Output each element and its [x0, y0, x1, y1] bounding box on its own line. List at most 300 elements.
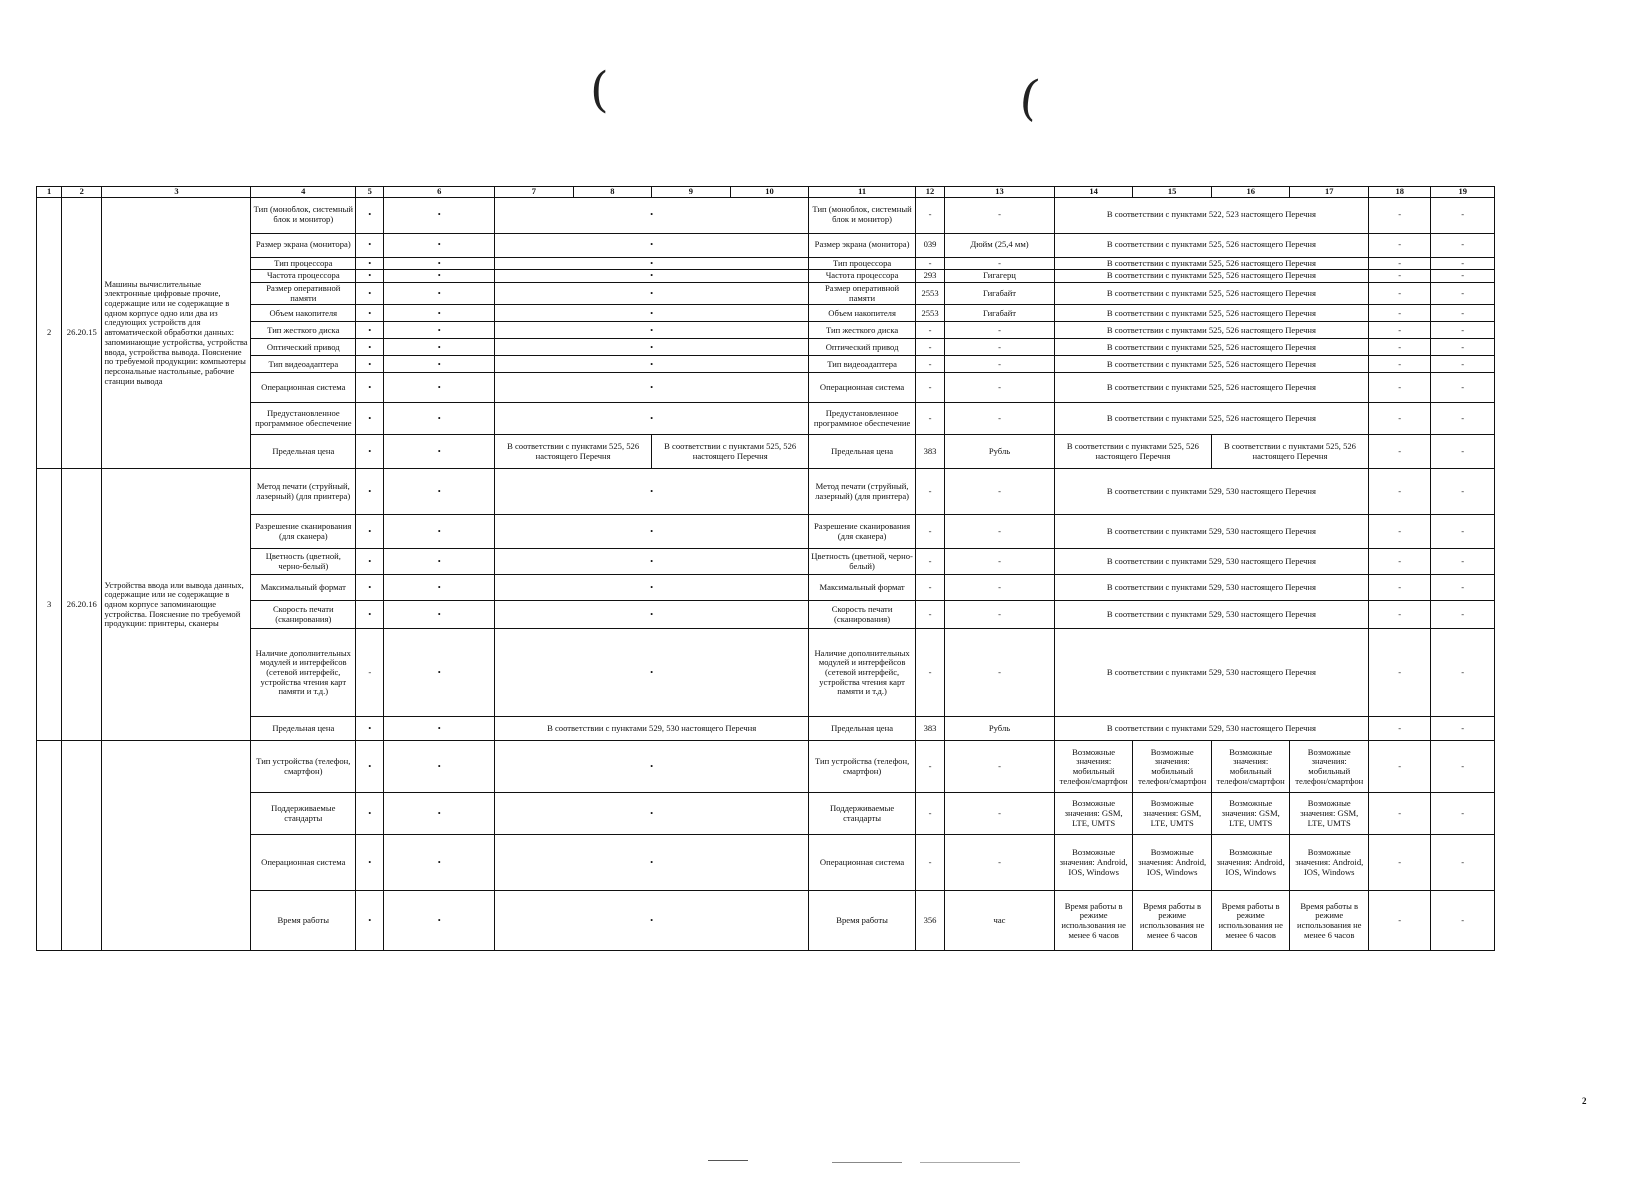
- table-row: [37, 403, 1495, 435]
- dash-cell: -: [1369, 270, 1431, 283]
- characteristic-name: Оптический привод: [809, 339, 916, 356]
- characteristic-name: Предустановленное программное обеспечение: [809, 403, 916, 435]
- mark-cell: •: [356, 305, 384, 322]
- possible-value: Возможные значения: Android, IOS, Windows: [1211, 835, 1290, 891]
- mark-cell: •: [356, 270, 384, 283]
- requirement-value: •: [495, 233, 809, 257]
- requirement-value: •: [495, 356, 809, 373]
- okei-code: -: [915, 373, 944, 403]
- dash-cell: -: [1369, 741, 1431, 793]
- mark-cell: •: [384, 835, 495, 891]
- okei-code: -: [915, 835, 944, 891]
- dash-cell: -: [1431, 835, 1495, 891]
- unit-name: -: [945, 549, 1055, 575]
- dash-cell: -: [1431, 283, 1495, 305]
- requirement-value: •: [495, 469, 809, 515]
- requirement-value: •: [495, 283, 809, 305]
- characteristic-name: Операционная система: [251, 373, 356, 403]
- dash-cell: -: [1431, 741, 1495, 793]
- requirement-value: В соответствии с пунктами 525, 526 настоящего Перечня: [495, 435, 652, 469]
- okei-code: -: [915, 469, 944, 515]
- okpd-code: 26.20.16: [62, 469, 102, 741]
- requirement-value: •: [495, 257, 809, 270]
- mark-cell: •: [356, 891, 384, 951]
- dash-cell: -: [1369, 435, 1431, 469]
- mark-cell: •: [356, 435, 384, 469]
- mark-cell: •: [384, 435, 495, 469]
- characteristic-name: Максимальный формат: [251, 575, 356, 601]
- requirement-value: В соответствии с пунктами 525, 526 настоящего Перечня: [1054, 305, 1368, 322]
- mark-cell: •: [384, 197, 495, 233]
- okei-code: -: [915, 257, 944, 270]
- characteristic-name: Размер экрана (монитора): [251, 233, 356, 257]
- product-name: Машины вычислительные электронные цифровые прочие, содержащие или не содержащие в одном корпусе одно или два из следующих устройств для автоматической обработки данных: запоминающие устройства, устройства ввода, устройства вывода. Пояснение по требуемой продукции: компьютеры персональные настольные, рабочие станции вывода: [102, 197, 251, 469]
- dash-cell: -: [1369, 283, 1431, 305]
- characteristic-name: Операционная система: [251, 835, 356, 891]
- dash-cell: -: [1369, 717, 1431, 741]
- requirement-value: В соответствии с пунктами 525, 526 настоящего Перечня: [652, 435, 809, 469]
- possible-value: Время работы в режиме использования не менее 6 часов: [1290, 891, 1369, 951]
- table-row: [37, 601, 1495, 629]
- scan-artifact: [832, 1162, 902, 1163]
- possible-value: Время работы в режиме использования не менее 6 часов: [1054, 891, 1133, 951]
- okei-code: -: [915, 515, 944, 549]
- dash-cell: -: [1369, 891, 1431, 951]
- unit-name: Дюйм (25,4 мм): [945, 233, 1055, 257]
- okei-code: 293: [915, 270, 944, 283]
- table-row: [37, 322, 1495, 339]
- okei-code: -: [915, 601, 944, 629]
- requirement-value: •: [495, 270, 809, 283]
- mark-cell: •: [356, 257, 384, 270]
- unit-name: Рубль: [945, 717, 1055, 741]
- characteristic-name: Размер экрана (монитора): [809, 233, 916, 257]
- characteristic-name: Скорость печати (сканирования): [809, 601, 916, 629]
- requirement-value: В соответствии с пунктами 529, 530 настоящего Перечня: [1054, 515, 1368, 549]
- column-number-15: 15: [1133, 187, 1212, 198]
- okei-code: -: [915, 629, 944, 717]
- possible-value: Возможные значения: GSM, LTE, UMTS: [1290, 793, 1369, 835]
- mark-cell: •: [384, 322, 495, 339]
- dash-cell: -: [1431, 257, 1495, 270]
- possible-value: Возможные значения: GSM, LTE, UMTS: [1054, 793, 1133, 835]
- scan-artifact: [920, 1162, 1020, 1163]
- characteristic-name: Частота процессора: [809, 270, 916, 283]
- unit-name: -: [945, 356, 1055, 373]
- characteristic-name: Тип (моноблок, системный блок и монитор): [251, 197, 356, 233]
- dash-cell: -: [1431, 891, 1495, 951]
- possible-value: Возможные значения: GSM, LTE, UMTS: [1211, 793, 1290, 835]
- characteristic-name: Предельная цена: [809, 717, 916, 741]
- mark-cell: •: [384, 257, 495, 270]
- unit-name: -: [945, 629, 1055, 717]
- characteristic-name: Тип устройства (телефон, смартфон): [251, 741, 356, 793]
- characteristic-name: Предельная цена: [251, 717, 356, 741]
- mark-cell: -: [356, 629, 384, 717]
- column-number-3: 3: [102, 187, 251, 198]
- dash-cell: -: [1431, 793, 1495, 835]
- column-number-1: 1: [37, 187, 62, 198]
- page-number: 2: [1582, 1096, 1587, 1106]
- column-number-12: 12: [915, 187, 944, 198]
- unit-name: -: [945, 403, 1055, 435]
- unit-name: -: [945, 575, 1055, 601]
- requirement-value: В соответствии с пунктами 525, 526 настоящего Перечня: [1054, 322, 1368, 339]
- column-number-19: 19: [1431, 187, 1495, 198]
- requirement-value: •: [495, 601, 809, 629]
- okpd-code: [62, 741, 102, 951]
- okei-code: -: [915, 403, 944, 435]
- characteristic-name: Тип процессора: [809, 257, 916, 270]
- dash-cell: -: [1431, 197, 1495, 233]
- dash-cell: -: [1431, 435, 1495, 469]
- dash-cell: -: [1431, 356, 1495, 373]
- requirement-value: •: [495, 373, 809, 403]
- characteristic-name: Скорость печати (сканирования): [251, 601, 356, 629]
- possible-value: Возможные значения: мобильный телефон/смартфон: [1054, 741, 1133, 793]
- table-row: [37, 283, 1495, 305]
- dash-cell: -: [1431, 373, 1495, 403]
- okei-code: 383: [915, 435, 944, 469]
- table-row: [37, 741, 1495, 793]
- column-number-11: 11: [809, 187, 916, 198]
- possible-value: Возможные значения: Android, IOS, Windows: [1290, 835, 1369, 891]
- okei-code: -: [915, 356, 944, 373]
- possible-value: Время работы в режиме использования не менее 6 часов: [1211, 891, 1290, 951]
- dash-cell: -: [1431, 322, 1495, 339]
- table-row: [37, 270, 1495, 283]
- table-row: [37, 549, 1495, 575]
- unit-name: -: [945, 373, 1055, 403]
- okei-code: 356: [915, 891, 944, 951]
- column-number-6: 6: [384, 187, 495, 198]
- characteristic-name: Тип видеоадаптера: [809, 356, 916, 373]
- requirements-table: [36, 186, 1495, 951]
- table-row: [37, 717, 1495, 741]
- column-number-7: 7: [495, 187, 574, 198]
- mark-cell: •: [384, 305, 495, 322]
- column-number-4: 4: [251, 187, 356, 198]
- requirement-value: В соответствии с пунктами 525, 526 настоящего Перечня: [1211, 435, 1368, 469]
- dash-cell: -: [1431, 403, 1495, 435]
- dash-cell: -: [1369, 575, 1431, 601]
- product-name: Устройства ввода или вывода данных, содержащие или не содержащие в одном корпусе запоминающие устройства. Пояснение по требуемой продукции: принтеры, сканеры: [102, 469, 251, 741]
- possible-value: Время работы в режиме использования не менее 6 часов: [1133, 891, 1212, 951]
- possible-value: Возможные значения: мобильный телефон/смартфон: [1211, 741, 1290, 793]
- characteristic-name: Разрешение сканирования (для сканера): [809, 515, 916, 549]
- unit-name: -: [945, 741, 1055, 793]
- characteristic-name: Наличие дополнительных модулей и интерфейсов (сетевой интерфейс, устройства чтения карт памяти и т.д.): [809, 629, 916, 717]
- dash-cell: -: [1369, 469, 1431, 515]
- dash-cell: -: [1369, 233, 1431, 257]
- okei-code: -: [915, 339, 944, 356]
- dash-cell: -: [1369, 339, 1431, 356]
- characteristic-name: Операционная система: [809, 835, 916, 891]
- characteristic-name: Цветность (цветной, черно-белый): [251, 549, 356, 575]
- requirement-value: •: [495, 305, 809, 322]
- dash-cell: -: [1431, 601, 1495, 629]
- mark-cell: •: [356, 601, 384, 629]
- requirement-value: В соответствии с пунктами 525, 526 настоящего Перечня: [1054, 403, 1368, 435]
- mark-cell: •: [384, 270, 495, 283]
- dash-cell: -: [1369, 793, 1431, 835]
- dash-cell: -: [1369, 257, 1431, 270]
- unit-name: -: [945, 469, 1055, 515]
- characteristic-name: Предельная цена: [251, 435, 356, 469]
- characteristic-name: Предустановленное программное обеспечение: [251, 403, 356, 435]
- unit-name: -: [945, 257, 1055, 270]
- mark-cell: •: [356, 575, 384, 601]
- okei-code: -: [915, 741, 944, 793]
- possible-value: Возможные значения: Android, IOS, Windows: [1054, 835, 1133, 891]
- requirement-value: •: [495, 891, 809, 951]
- row-number: [37, 741, 62, 951]
- requirement-value: В соответствии с пунктами 529, 530 настоящего Перечня: [1054, 601, 1368, 629]
- mark-cell: •: [356, 515, 384, 549]
- scan-artifact: [708, 1160, 748, 1161]
- mark-cell: •: [356, 835, 384, 891]
- characteristic-name: Время работы: [809, 891, 916, 951]
- dash-cell: -: [1369, 835, 1431, 891]
- table-row: [37, 339, 1495, 356]
- dash-cell: -: [1369, 197, 1431, 233]
- requirement-value: В соответствии с пунктами 525, 526 настоящего Перечня: [1054, 373, 1368, 403]
- requirement-value: •: [495, 793, 809, 835]
- characteristic-name: Наличие дополнительных модулей и интерфейсов (сетевой интерфейс, устройства чтения карт памяти и т.д.): [251, 629, 356, 717]
- characteristic-name: Объем накопителя: [809, 305, 916, 322]
- requirement-value: В соответствии с пунктами 525, 526 настоящего Перечня: [1054, 257, 1368, 270]
- unit-name: -: [945, 197, 1055, 233]
- table-row: [37, 793, 1495, 835]
- unit-name: Рубль: [945, 435, 1055, 469]
- okei-code: -: [915, 549, 944, 575]
- dash-cell: -: [1369, 305, 1431, 322]
- requirement-value: •: [495, 339, 809, 356]
- unit-name: -: [945, 322, 1055, 339]
- dash-cell: -: [1369, 629, 1431, 717]
- characteristic-name: Максимальный формат: [809, 575, 916, 601]
- characteristic-name: Предельная цена: [809, 435, 916, 469]
- column-number-2: 2: [62, 187, 102, 198]
- possible-value: Возможные значения: мобильный телефон/смартфон: [1133, 741, 1212, 793]
- okei-code: -: [915, 322, 944, 339]
- column-number-row: [37, 187, 1495, 198]
- table-row: [37, 233, 1495, 257]
- requirement-value: В соответствии с пунктами 529, 530 настоящего Перечня: [1054, 717, 1368, 741]
- requirement-value: В соответствии с пунктами 522, 523 настоящего Перечня: [1054, 197, 1368, 233]
- mark-cell: •: [356, 741, 384, 793]
- mark-cell: •: [356, 403, 384, 435]
- unit-name: -: [945, 515, 1055, 549]
- requirement-value: •: [495, 575, 809, 601]
- mark-cell: •: [384, 515, 495, 549]
- bracket-mark-left: (: [590, 62, 609, 118]
- mark-cell: •: [384, 575, 495, 601]
- dash-cell: -: [1431, 270, 1495, 283]
- table-row: [37, 305, 1495, 322]
- requirement-value: В соответствии с пунктами 525, 526 настоящего Перечня: [1054, 339, 1368, 356]
- table-row: [37, 197, 1495, 233]
- mark-cell: •: [356, 339, 384, 356]
- characteristic-name: Разрешение сканирования (для сканера): [251, 515, 356, 549]
- requirement-value: В соответствии с пунктами 525, 526 настоящего Перечня: [1054, 435, 1211, 469]
- requirement-value: В соответствии с пунктами 529, 530 настоящего Перечня: [1054, 629, 1368, 717]
- mark-cell: •: [384, 741, 495, 793]
- characteristic-name: Метод печати (струйный, лазерный) (для принтера): [809, 469, 916, 515]
- dash-cell: -: [1369, 356, 1431, 373]
- mark-cell: •: [356, 356, 384, 373]
- characteristic-name: Метод печати (струйный, лазерный) (для принтера): [251, 469, 356, 515]
- mark-cell: •: [384, 549, 495, 575]
- mark-cell: •: [384, 373, 495, 403]
- characteristic-name: Тип устройства (телефон, смартфон): [809, 741, 916, 793]
- dash-cell: -: [1369, 601, 1431, 629]
- mark-cell: •: [384, 717, 495, 741]
- table-row: [37, 575, 1495, 601]
- mark-cell: •: [384, 403, 495, 435]
- column-number-13: 13: [945, 187, 1055, 198]
- column-number-14: 14: [1054, 187, 1133, 198]
- requirement-value: •: [495, 549, 809, 575]
- requirement-value: В соответствии с пунктами 529, 530 настоящего Перечня: [1054, 575, 1368, 601]
- mark-cell: •: [384, 233, 495, 257]
- unit-name: -: [945, 601, 1055, 629]
- okpd-code: 26.20.15: [62, 197, 102, 469]
- dash-cell: -: [1369, 403, 1431, 435]
- dash-cell: -: [1369, 373, 1431, 403]
- characteristic-name: Время работы: [251, 891, 356, 951]
- row-number: 3: [37, 469, 62, 741]
- requirement-value: •: [495, 741, 809, 793]
- dash-cell: -: [1369, 322, 1431, 339]
- okei-code: 383: [915, 717, 944, 741]
- mark-cell: •: [356, 549, 384, 575]
- characteristic-name: Тип жесткого диска: [251, 322, 356, 339]
- characteristic-name: Цветность (цветной, черно-белый): [809, 549, 916, 575]
- column-number-8: 8: [573, 187, 652, 198]
- okei-code: 2553: [915, 283, 944, 305]
- unit-name: -: [945, 339, 1055, 356]
- column-number-5: 5: [356, 187, 384, 198]
- column-number-10: 10: [730, 187, 809, 198]
- product-name: [102, 741, 251, 951]
- dash-cell: -: [1431, 339, 1495, 356]
- mark-cell: •: [356, 373, 384, 403]
- characteristic-name: Тип видеоадаптера: [251, 356, 356, 373]
- dash-cell: -: [1369, 549, 1431, 575]
- unit-name: Гигагерц: [945, 270, 1055, 283]
- characteristic-name: Поддерживаемые стандарты: [251, 793, 356, 835]
- column-number-18: 18: [1369, 187, 1431, 198]
- requirement-value: В соответствии с пунктами 525, 526 настоящего Перечня: [1054, 233, 1368, 257]
- dash-cell: -: [1431, 717, 1495, 741]
- mark-cell: •: [384, 469, 495, 515]
- dash-cell: -: [1431, 515, 1495, 549]
- okei-code: -: [915, 197, 944, 233]
- okei-code: 2553: [915, 305, 944, 322]
- okei-code: -: [915, 793, 944, 835]
- bracket-mark-right: (: [1016, 68, 1043, 128]
- table-row: [37, 469, 1495, 515]
- unit-name: Гигабайт: [945, 283, 1055, 305]
- requirement-value: В соответствии с пунктами 525, 526 настоящего Перечня: [1054, 270, 1368, 283]
- requirement-value: В соответствии с пунктами 525, 526 настоящего Перечня: [1054, 356, 1368, 373]
- table-row: [37, 356, 1495, 373]
- characteristic-name: Размер оперативной памяти: [251, 283, 356, 305]
- requirement-value: •: [495, 629, 809, 717]
- table-row: [37, 629, 1495, 717]
- unit-name: Гигабайт: [945, 305, 1055, 322]
- okei-code: 039: [915, 233, 944, 257]
- mark-cell: •: [356, 233, 384, 257]
- table-row: [37, 515, 1495, 549]
- requirement-value: •: [495, 835, 809, 891]
- characteristic-name: Частота процессора: [251, 270, 356, 283]
- possible-value: Возможные значения: Android, IOS, Windows: [1133, 835, 1212, 891]
- mark-cell: •: [384, 283, 495, 305]
- characteristic-name: Тип (моноблок, системный блок и монитор): [809, 197, 916, 233]
- dash-cell: -: [1431, 233, 1495, 257]
- characteristic-name: Тип процессора: [251, 257, 356, 270]
- mark-cell: •: [356, 283, 384, 305]
- dash-cell: -: [1431, 549, 1495, 575]
- okei-code: -: [915, 575, 944, 601]
- mark-cell: •: [384, 793, 495, 835]
- characteristic-name: Размер оперативной памяти: [809, 283, 916, 305]
- characteristic-name: Операционная система: [809, 373, 916, 403]
- requirement-value: •: [495, 197, 809, 233]
- column-number-17: 17: [1290, 187, 1369, 198]
- requirement-value: •: [495, 515, 809, 549]
- mark-cell: •: [384, 356, 495, 373]
- unit-name: -: [945, 793, 1055, 835]
- requirement-value: В соответствии с пунктами 525, 526 настоящего Перечня: [1054, 283, 1368, 305]
- requirement-value: •: [495, 322, 809, 339]
- table-row: [37, 257, 1495, 270]
- characteristic-name: Поддерживаемые стандарты: [809, 793, 916, 835]
- characteristic-name: Оптический привод: [251, 339, 356, 356]
- dash-cell: -: [1431, 469, 1495, 515]
- unit-name: -: [945, 835, 1055, 891]
- mark-cell: •: [356, 197, 384, 233]
- possible-value: Возможные значения: мобильный телефон/смартфон: [1290, 741, 1369, 793]
- mark-cell: •: [356, 469, 384, 515]
- requirement-value: •: [495, 403, 809, 435]
- table-row: [37, 373, 1495, 403]
- mark-cell: •: [356, 793, 384, 835]
- characteristic-name: Объем накопителя: [251, 305, 356, 322]
- characteristic-name: Тип жесткого диска: [809, 322, 916, 339]
- dash-cell: -: [1369, 515, 1431, 549]
- table-row: [37, 891, 1495, 951]
- dash-cell: -: [1431, 629, 1495, 717]
- mark-cell: •: [384, 629, 495, 717]
- requirement-value: В соответствии с пунктами 529, 530 настоящего Перечня: [1054, 469, 1368, 515]
- column-number-9: 9: [652, 187, 731, 198]
- possible-value: Возможные значения: GSM, LTE, UMTS: [1133, 793, 1212, 835]
- mark-cell: •: [384, 891, 495, 951]
- mark-cell: •: [384, 339, 495, 356]
- requirement-value: В соответствии с пунктами 529, 530 настоящего Перечня: [1054, 549, 1368, 575]
- mark-cell: •: [356, 717, 384, 741]
- mark-cell: •: [384, 601, 495, 629]
- unit-name: час: [945, 891, 1055, 951]
- requirement-value: В соответствии с пунктами 529, 530 настоящего Перечня: [495, 717, 809, 741]
- column-number-16: 16: [1211, 187, 1290, 198]
- table-row: [37, 435, 1495, 469]
- dash-cell: -: [1431, 305, 1495, 322]
- row-number: 2: [37, 197, 62, 469]
